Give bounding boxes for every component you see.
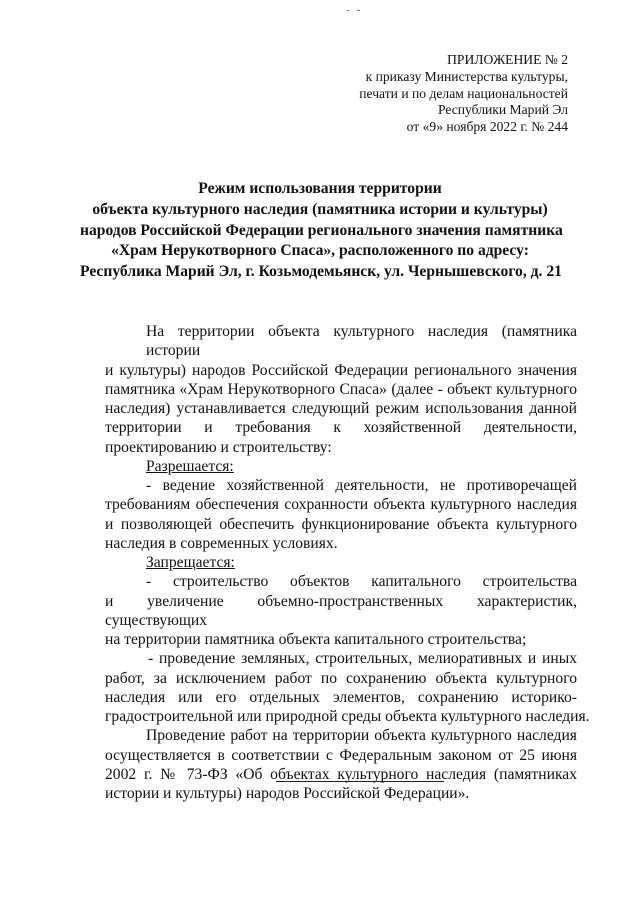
appendix-date-line: от «9» ноября 2022 г. № 244 xyxy=(406,119,568,135)
conclusion-line: осуществляется в соответствии с Федеральным законом от 25 июня xyxy=(105,746,577,764)
title-line: «Храм Нерукотворного Спаса», расположенного по адресу: xyxy=(111,242,529,260)
allowed-heading-text: Разрешается: xyxy=(146,457,234,475)
scan-speck xyxy=(357,10,360,11)
forbidden-heading xyxy=(105,553,577,572)
allowed-line: наследия в современных условиях. xyxy=(105,534,338,552)
forbidden-item-line: градостроительной или природной среды объекта культурного наследия. xyxy=(105,708,590,725)
intro-line: территории и требования к хозяйственной деятельности, xyxy=(105,419,577,437)
appendix-ministry-line: печати и по делам национальностей xyxy=(359,85,568,101)
forbidden-item-line: - проведение земляных, строительных, мелиоративных и иных xyxy=(148,650,577,668)
intro-line: и культуры) народов Российской Федерации регионального значения xyxy=(105,361,577,379)
scan-speck xyxy=(347,10,349,11)
forbidden-item-line: - строительство объектов капитального строительства xyxy=(146,573,577,591)
conclusion-line: 2002 г. № 73-ФЗ «Об объектах культурного наследия (памятниках xyxy=(105,765,577,783)
document-body xyxy=(105,322,590,803)
title-line: Республика Марий Эл, г. Козьмодемьянск, ул. Чернышевского, д. 21 xyxy=(80,263,562,281)
forbidden-item-line: на территории памятника объекта капитального строительства; xyxy=(105,631,527,648)
title-line: народов Российской Федерации регионального значения памятника xyxy=(80,221,563,239)
intro-line: наследия) устанавливается следующий режим использования данной xyxy=(105,400,577,417)
allowed-line: и позволяющей обеспечить функционирование объекта культурного xyxy=(105,515,577,533)
forbidden-heading-text: Запрещается: xyxy=(146,554,235,571)
document-title xyxy=(80,179,563,283)
intro-line: проектированию и строительству: xyxy=(105,438,332,456)
conclusion-line: истории и культуры) народов Российской Федерации». xyxy=(105,785,470,802)
appendix-republic-line: Республики Марий Эл xyxy=(437,102,568,118)
intro-line: памятника «Храм Нерукотворного Спаса» (далее - объект культурного xyxy=(105,380,577,398)
forbidden-item-line: наследия или его отдельных элементов, сохранению историко- xyxy=(105,688,577,706)
appendix-number: ПРИЛОЖЕНИЕ № 2 xyxy=(447,52,568,67)
allowed-line: требованиям обеспечения сохранности объекта культурного наследия xyxy=(105,496,577,514)
closing-rule xyxy=(276,781,444,782)
title-line: Режим использования территории xyxy=(198,180,442,197)
title-line: объекта культурного наследия (памятника истории и культуры) xyxy=(92,200,548,218)
allowed-heading xyxy=(105,457,577,476)
forbidden-item-line: работ, за исключением работ по сохранению объекта культурного xyxy=(105,669,577,687)
allowed-line: - ведение хозяйственной деятельности, не противоречащей xyxy=(146,477,577,494)
intro-line: На территории объекта культурного наследия (памятника истории xyxy=(146,323,577,360)
appendix-order-line: к приказу Министерства культуры, xyxy=(365,68,568,84)
appendix-header xyxy=(340,52,568,136)
forbidden-item-line: и увеличение объемно-пространственных характеристик, существующих xyxy=(105,592,577,629)
conclusion-line: Проведение работ на территории объекта культурного наследия xyxy=(146,727,577,745)
